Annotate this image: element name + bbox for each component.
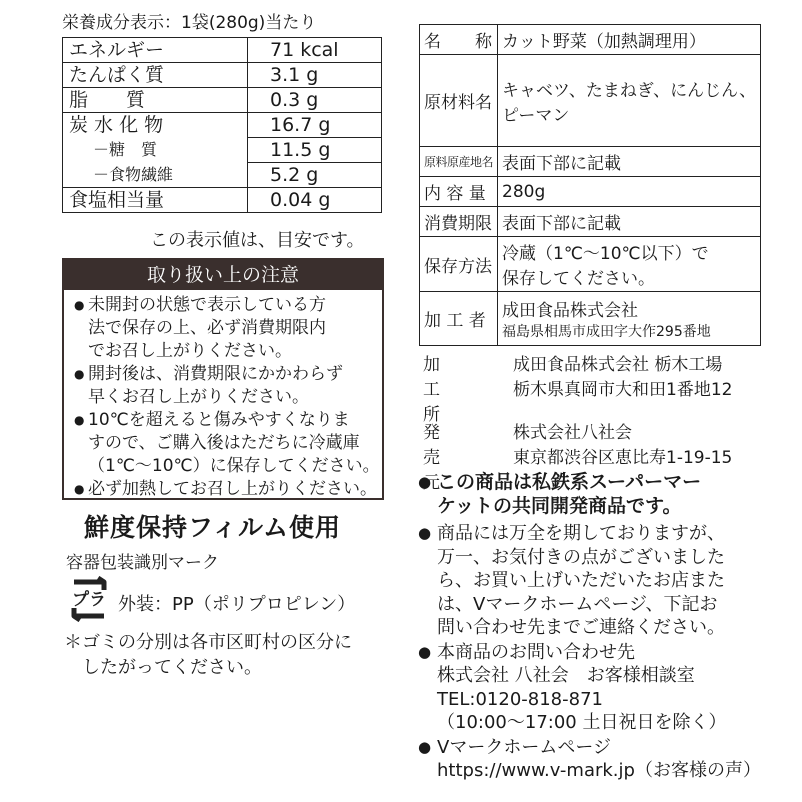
factory-line: 栃木県真岡市大和田1番地12 (513, 380, 733, 400)
note-line: は、Vマークホームページ、下記お (437, 593, 718, 615)
nutrition-label: エネルギー (63, 38, 248, 63)
product-value (498, 207, 761, 237)
product-value-line: 保存してください。 (502, 269, 656, 289)
note-item (418, 470, 788, 518)
note-line: https://www.v-mark.jp（お客様の声） (437, 760, 761, 781)
product-row (420, 147, 761, 177)
nutrition-value: 3.1 g (248, 63, 382, 88)
product-label: 消費期限 (420, 207, 498, 237)
caution-line: 法で保存の上、必ず消費期限内 (88, 318, 326, 338)
nutrition-label: －食物繊維 (63, 163, 248, 188)
note-line: ● この商品は私鉄系スーパーマー (437, 471, 702, 493)
product-row (420, 207, 761, 237)
nutrition-label: たんぱく質 (63, 63, 248, 88)
note-line: ● 商品には万全を期しておりますが、 (437, 523, 725, 544)
nutrition-row (63, 138, 382, 163)
caution-item (74, 363, 376, 409)
product-row (420, 237, 761, 292)
product-label: 保存方法 (420, 237, 498, 292)
product-row (420, 292, 761, 346)
nutrition-row (63, 88, 382, 113)
nutrition-row (63, 63, 382, 88)
product-value-line: 成田食品株式会社 (502, 301, 639, 321)
nutrition-label: 食塩相当量 (63, 188, 248, 213)
note-line: ● Vマークホームページ (437, 736, 611, 758)
product-value-line: 表面下部に記載 (502, 154, 622, 174)
nutrition-label: 脂 質 (63, 88, 248, 113)
product-value-line: カット野菜（加熱調理用） (502, 32, 706, 52)
nutrition-row (63, 188, 382, 213)
notes-list (418, 470, 788, 784)
product-value-line: 280g (502, 181, 546, 202)
caution-line: すので、ご購入後はただちに冷蔵庫 (88, 433, 360, 453)
product-label: 内 容 量 (420, 177, 498, 207)
nutrition-row (63, 38, 382, 63)
factory-line: 成田食品株式会社 栃木工場 (513, 355, 723, 375)
caution-line: 早くお召し上がりください。 (88, 387, 309, 407)
note-line: 問い合わせ先までご連絡ください。 (437, 617, 725, 638)
caution-item (74, 478, 376, 501)
nutrition-value: 0.3 g (248, 88, 382, 113)
product-value (498, 292, 761, 346)
note-item (418, 641, 788, 735)
garbage-line: ＊ゴミの分別は各市区町村の区分に (64, 632, 352, 653)
nutrition-value: 71 kcal (248, 38, 382, 63)
recycle-pura-icon (64, 576, 114, 622)
note-line: 株式会社 八社会 お客様相談室 (437, 665, 695, 686)
packaging-title: 容器包装識別マーク (66, 553, 219, 573)
nutrition-value: 16.7 g (248, 113, 382, 138)
seller-label: 発 売 元 (423, 423, 440, 493)
nutrition-label: 炭 水 化 物 (63, 113, 248, 138)
packaging-material: 外装：PP（ポリプロピレン） (118, 594, 356, 615)
product-row (420, 25, 761, 55)
note-line: （10:00～17:00 土日祝日を除く） (437, 712, 727, 733)
caution-box (62, 258, 384, 500)
caution-line: （1℃～10℃）に保存してください。 (88, 456, 380, 476)
seller-line: 東京都渋谷区恵比寿1-19-15 (513, 448, 733, 468)
product-value (498, 147, 761, 177)
garbage-note (64, 630, 352, 680)
product-row (420, 177, 761, 207)
note-item (418, 522, 788, 640)
nutrition-value: 5.2 g (248, 163, 382, 188)
recycle-mark-text: プラ (72, 590, 106, 610)
nutrition-title: 栄養成分表示：1袋(280g)当たり (62, 13, 317, 33)
product-value-line: 冷蔵（1℃～10℃以下）で (502, 244, 709, 264)
product-value (498, 25, 761, 55)
product-value (498, 55, 761, 147)
seller-value (513, 418, 732, 468)
product-value (498, 177, 761, 207)
caution-item (74, 294, 376, 363)
product-value-line: 福島県相馬市成田字大作295番地 (502, 324, 711, 340)
note-line: ら、お買い上げいただいたお店また (437, 570, 725, 591)
product-label: 原料原産地名 (420, 147, 498, 177)
caution-line: でお召し上がりください。 (88, 341, 292, 361)
nutrition-table (62, 37, 382, 213)
caution-item (74, 409, 380, 478)
seller-line: 株式会社八社会 (513, 423, 632, 443)
nutrition-note: この表示値は、目安です。 (150, 230, 365, 251)
note-line: ケットの共同開発商品です。 (437, 495, 682, 517)
note-line: TEL:0120-818-871 (437, 688, 603, 710)
product-row (420, 55, 761, 147)
product-table (419, 24, 761, 346)
factory-value (513, 350, 732, 400)
product-value-line: キャベツ、たまねぎ、にんじん、 (502, 80, 757, 101)
garbage-line: したがってください。 (82, 657, 262, 678)
caution-line: ● 10℃を超えると傷みやすくなりま (88, 410, 350, 430)
caution-line: ● 未開封の状態で表示している方 (88, 295, 326, 315)
note-line: 万一、お気付きの点がございました (437, 546, 725, 568)
note-line: ● 本商品のお問い合わせ先 (437, 641, 635, 663)
caution-line: ● 必ず加熱してお召し上がりください。 (88, 479, 377, 499)
nutrition-label: －糖 質 (63, 138, 248, 163)
caution-list (64, 290, 382, 501)
nutrition-value: 11.5 g (248, 138, 382, 163)
product-label: 加 工 者 (420, 292, 498, 346)
product-label: 名 称 (420, 25, 498, 55)
nutrition-value: 0.04 g (248, 188, 382, 213)
product-value-line: ピーマン (502, 105, 570, 126)
product-value (498, 237, 761, 292)
nutrition-row (63, 113, 382, 138)
film-label: 鮮度保持フィルム使用 (84, 513, 342, 542)
caution-title: 取り扱い上の注意 (64, 260, 382, 290)
caution-line: ● 開封後は、消費期限にかかわらず (88, 364, 343, 384)
nutrition-row (63, 163, 382, 188)
product-value-line: 表面下部に記載 (502, 214, 622, 234)
factory-label: 加 工 所 (423, 355, 440, 425)
product-label: 原材料名 (420, 55, 498, 147)
note-item (418, 736, 788, 783)
